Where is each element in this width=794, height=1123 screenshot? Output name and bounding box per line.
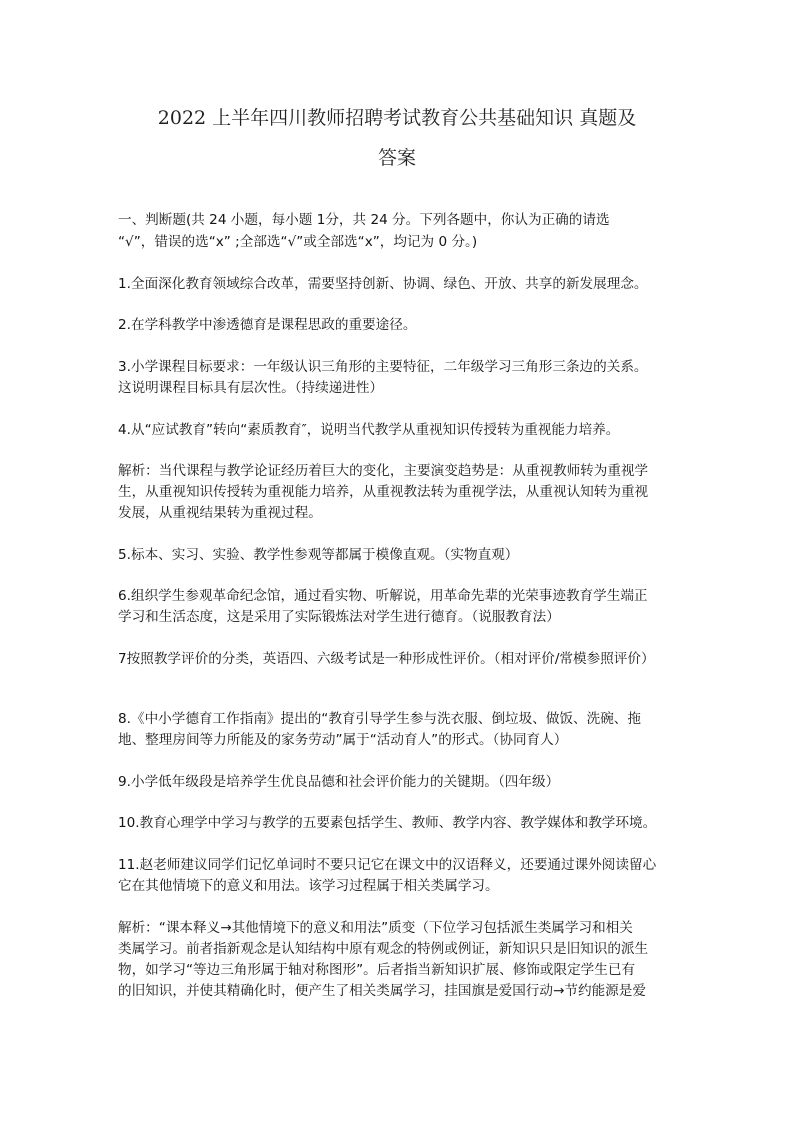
text-line: 6.组织学生参观革命纪念馆，通过看实物、听解说，用革命先辈的光荣事迹教育学生端正	[118, 588, 648, 604]
text-line: 学习和生活态度，这是采用了实际锻炼法对学生进行德育。（说服教育法）	[118, 609, 560, 625]
text-line: 11.赵老师建议同学们记忆单词时不要只记它在课文中的汉语释义，还要通过课外阅读留心	[118, 857, 657, 873]
text-line: 10.教育心理学中学习与教学的五要素包括学生、教师、教学内容、教学媒体和教学环境。	[118, 815, 657, 831]
text-line: 它在其他情境下的意义和用法。该学习过程属于相关类属学习。	[118, 878, 499, 894]
text-line: 的旧知识，并使其精确化时，便产生了相关类属学习，挂国旗是爱国行动→节约能源是爱	[118, 983, 646, 999]
document-title-line-2: 答案	[377, 147, 416, 169]
text-line: 5.标本、实习、实验、教学性参观等都属于模像直观。（实物直观）	[118, 547, 519, 563]
text-line: 这说明课程目标具有层次性。（持续递进性）	[118, 380, 384, 396]
text-line: 物，如学习“等边三角形属于轴对称图形”。后者指当新知识扩展、修饰或限定学生已有	[118, 962, 636, 978]
text-line: 发展，从重视结果转为重视过程。	[118, 505, 322, 521]
text-line: 解析：当代课程与教学论证经历着巨大的变化，主要演变趋势是：从重视教师转为重视学	[118, 463, 649, 479]
text-line: 解析：“课本释义→其他情境下的意义和用法”质变（下位学习包括派生类属学习和相关	[118, 920, 633, 936]
document-title-line-1: 2022 上半年四川教师招聘考试教育公共基础知识 真题及	[157, 107, 637, 129]
text-line: 3.小学课程目标要求：一年级认识三角形的主要特征，二年级学习三角形三条边的关系。	[118, 359, 648, 375]
text-line: 9.小学低年级段是培养学生优良品德和社会评价能力的关键期。（四年级）	[118, 774, 560, 790]
text-line: 类属学习。前者指新观念是认知结构中原有观念的特例或例证，新知识只是旧知识的派生	[118, 941, 649, 957]
text-line: 8.《中小学德育工作指南》提出的“教育引导学生参与洗衣服、倒垃圾、做饭、洗碗、拖	[118, 711, 641, 727]
text-line: 4.从“应试教育”转向“素质教育″，说明当代教学从重视知识传授转为重视能力培养。	[118, 422, 620, 438]
text-line: 2.在学科教学中渗透德育是课程思政的重要途径。	[118, 317, 417, 333]
text-line: 一、判断题(共 24 小题，每小题 1分，共 24 分。下列各题中，你认为正确的请选	[118, 212, 610, 228]
text-line: 生，从重视知识传授转为重视能力培养，从重视教法转为重视学法，从重视认知转为重视	[118, 484, 649, 500]
text-line: 1.全面深化教育领域综合改革，需要坚持创新、协调、绿色、开放、共享的新发展理念。	[118, 276, 648, 292]
text-line: “√”，错误的选“x” ;全部选“√”或全部选“x”，均记为 0 分。)	[118, 234, 478, 250]
text-line: 地、整理房间等力所能及的家务劳动”属于“活动育人”的形式。（协同育人）	[118, 732, 568, 748]
text-line: 7按照教学评价的分类，英语四、六级考试是一种形成性评价。（相对评价/常模参照评价）	[118, 651, 655, 667]
